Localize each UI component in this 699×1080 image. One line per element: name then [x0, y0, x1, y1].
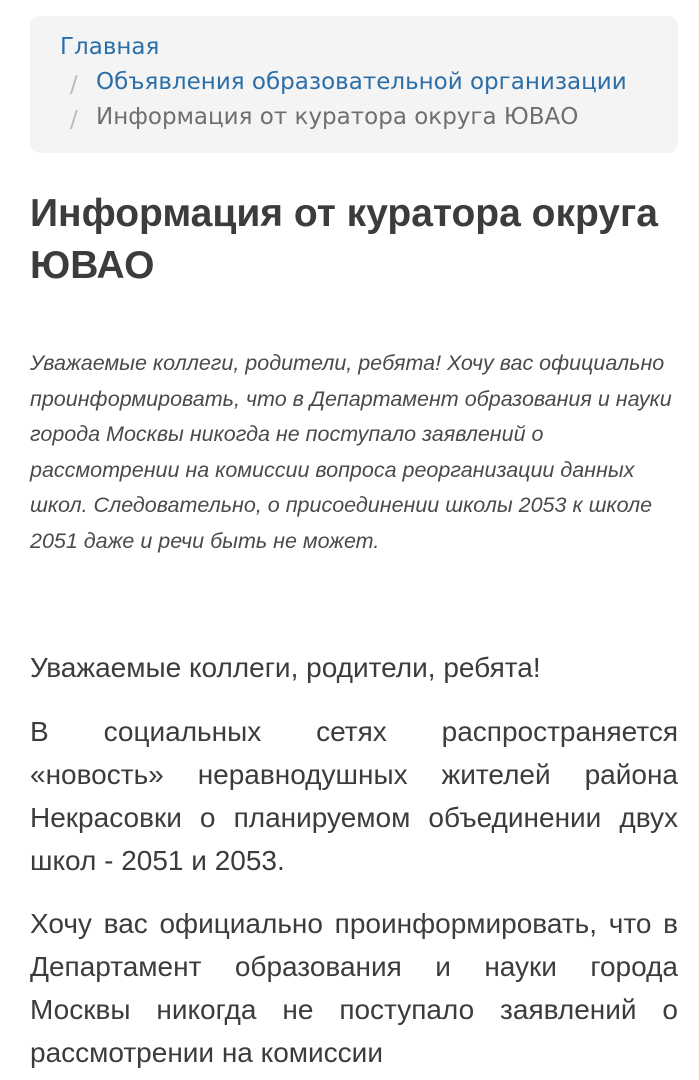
breadcrumb-separator: / — [70, 72, 78, 98]
breadcrumb-announcements-link[interactable]: Объявления образовательной организации — [96, 69, 627, 95]
article-lead: Уважаемые коллеги, родители, ребята! Хочу вас официально проинформировать, что в Департамент образования и науки города Москвы никогда не поступало заявлений о рассмотрении на комиссии вопроса реорганизации данных школ. Следовательно, о присоединении школы 2053 к школе 2051 даже и речи быть не может. — [30, 351, 672, 553]
breadcrumb — [30, 16, 678, 153]
article-paragraph: Хочу вас официально проинформировать, что в Департамент образования и науки города Москвы никогда не поступало заявлений о рассмотрении на комиссии — [30, 908, 678, 1068]
article-paragraph: Уважаемые коллеги, родители, ребята! — [30, 652, 541, 683]
breadcrumb-separator: / — [70, 107, 78, 133]
breadcrumb-current: Информация от куратора округа ЮВАО — [96, 104, 579, 130]
article-paragraph: В социальных сетях распространяется «новость» неравнодушных жителей района Некрасовки о планируемом объединении двух школ - 2051 и 2053. — [30, 716, 678, 876]
page-title: Информация от куратора округа ЮВАО — [30, 192, 658, 287]
breadcrumb-home-link[interactable]: Главная — [60, 34, 160, 60]
